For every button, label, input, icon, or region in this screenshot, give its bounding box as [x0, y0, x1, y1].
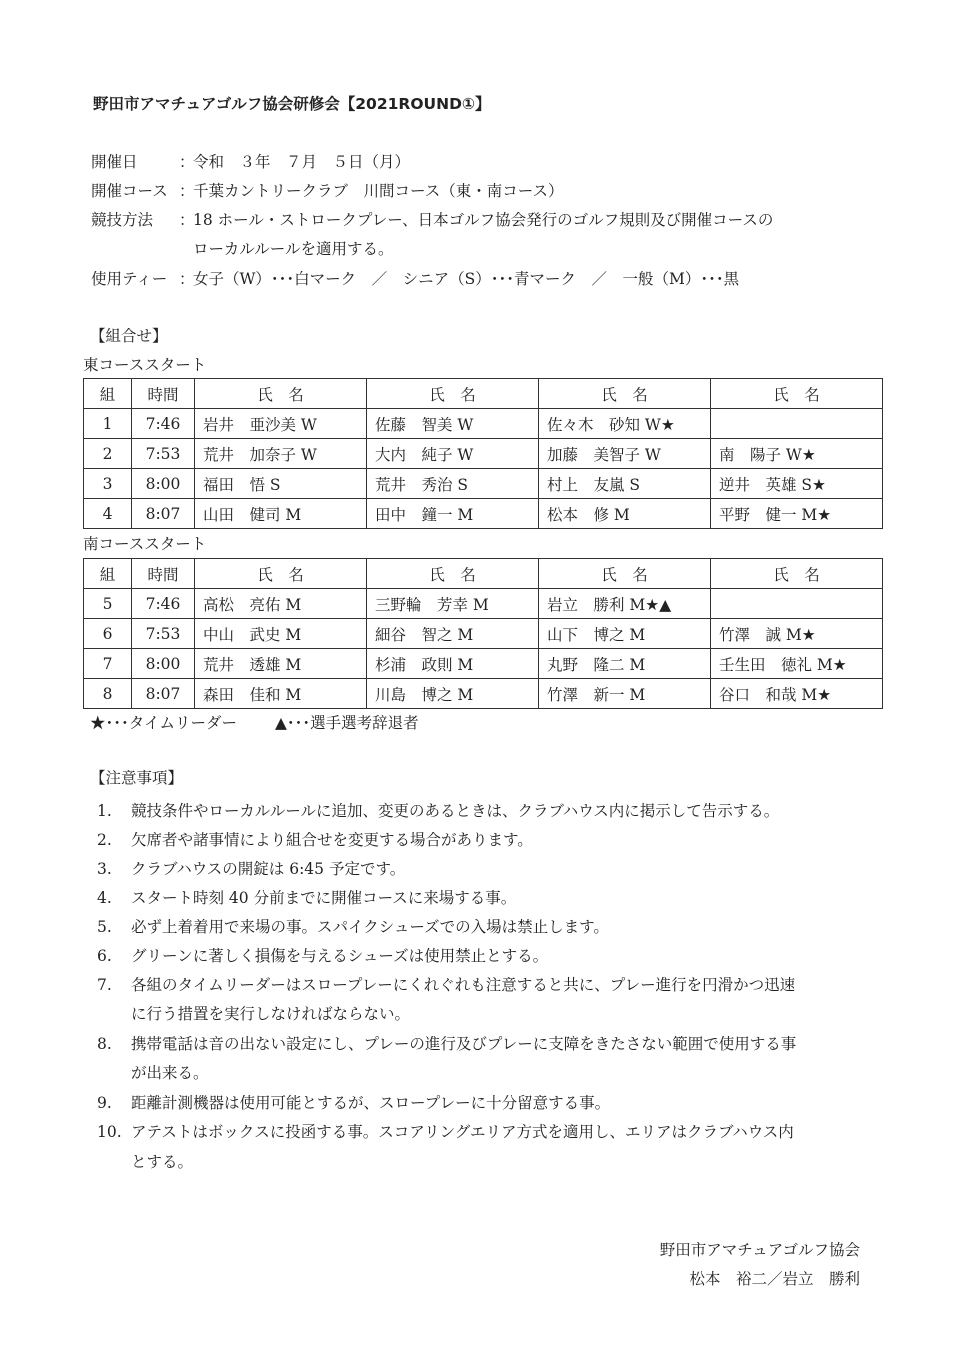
note-text: スタート時刻 40 分前までに開催コースに来場する事。 [131, 889, 517, 907]
player-name: 谷口 和哉 M★ [711, 679, 883, 709]
group-number: 1 [84, 409, 132, 439]
note-item [97, 828, 533, 850]
info-course [91, 179, 563, 201]
note-item [97, 1120, 794, 1142]
player-name: 竹澤 誠 M★ [711, 619, 883, 649]
note-text-continued: に行う措置を実行しなければならない。 [131, 1005, 411, 1023]
player-name: 加藤 美智子 W [539, 439, 711, 469]
east-groups-table [83, 378, 883, 529]
east-course-label: 東コーススタート [83, 356, 207, 374]
note-text-continued: とする。 [131, 1153, 194, 1171]
player-name: 逆井 英雄 S★ [711, 469, 883, 499]
note-number: 10. [97, 1123, 122, 1141]
note-number: 1. [97, 802, 112, 820]
player-name: 大内 純子 W [367, 439, 539, 469]
info-method [91, 208, 773, 230]
tee-label: 使用ティー [91, 270, 168, 288]
note-number: 4. [97, 889, 112, 907]
note-item [97, 973, 795, 995]
header-name: 氏 名 [195, 559, 367, 589]
note-item [97, 1032, 796, 1054]
header-time: 時間 [132, 559, 195, 589]
player-name: 佐藤 智美 W [367, 409, 539, 439]
tee-time: 8:07 [132, 499, 195, 529]
signature-names: 松本 裕二／岩立 勝利 [689, 1270, 860, 1288]
header-group: 組 [84, 379, 132, 409]
header-name: 氏 名 [711, 379, 883, 409]
tee-time: 7:46 [132, 409, 195, 439]
player-name: 岩立 勝利 M★▲ [539, 589, 711, 619]
south-course-label: 南コーススタート [83, 535, 207, 553]
tee-time: 7:46 [132, 589, 195, 619]
colon: ： [179, 270, 195, 288]
note-text: 欠席者や諸事情により組合せを変更する場合があります。 [131, 831, 533, 849]
method-value-2: ローカルルールを適用する。 [193, 240, 394, 258]
table-row [84, 409, 883, 439]
player-name: 杉浦 政則 M [367, 649, 539, 679]
info-tee [91, 267, 739, 289]
tee-time: 7:53 [132, 439, 195, 469]
colon: ： [179, 211, 195, 229]
player-name: 高松 亮佑 M [195, 589, 367, 619]
signature-organization: 野田市アマチュアゴルフ協会 [659, 1241, 860, 1259]
header-name: 氏 名 [539, 559, 711, 589]
groups-heading: 【組合せ】 [90, 327, 168, 345]
note-number: 6. [97, 947, 112, 965]
table-row [84, 649, 883, 679]
note-item [97, 799, 779, 821]
player-name: 田中 鐘一 M [367, 499, 539, 529]
course-label: 開催コース [91, 182, 168, 200]
note-item [97, 886, 516, 908]
group-number: 8 [84, 679, 132, 709]
note-item [97, 857, 405, 879]
note-text: 距離計測機器は使用可能とするが、スロープレーに十分留意する事。 [131, 1094, 611, 1112]
tee-time: 8:00 [132, 469, 195, 499]
tee-time: 8:07 [132, 679, 195, 709]
player-name: 川島 博之 M [367, 679, 539, 709]
tee-time: 7:53 [132, 619, 195, 649]
table-row [84, 439, 883, 469]
note-text: アテストはボックスに投函する事。スコアリングエリア方式を適用し、エリアはクラブハウス内 [131, 1123, 794, 1141]
method-label: 競技方法 [91, 211, 154, 229]
note-text: 必ず上着着用で来場の事。スパイクシューズでの入場は禁止します。 [131, 918, 609, 936]
player-name: 丸野 隆二 M [539, 649, 711, 679]
tee-value: 女子（W）･･･白マーク ／ シニア（S）･･･青マーク ／ 一般（M）･･･黒 [193, 270, 740, 288]
table-row [84, 589, 883, 619]
table-header-row [84, 379, 883, 409]
colon: ： [179, 182, 195, 200]
notes-heading: 【注意事項】 [90, 769, 184, 787]
player-name: 山田 健司 M [195, 499, 367, 529]
header-name: 氏 名 [711, 559, 883, 589]
group-number: 3 [84, 469, 132, 499]
note-item [97, 944, 548, 966]
header-name: 氏 名 [195, 379, 367, 409]
group-number: 7 [84, 649, 132, 679]
player-name: 荒井 透雄 M [195, 649, 367, 679]
note-item [97, 915, 609, 937]
player-name: 岩井 亜沙美 W [195, 409, 367, 439]
group-number: 2 [84, 439, 132, 469]
header-name: 氏 名 [539, 379, 711, 409]
table-header-row [84, 559, 883, 589]
note-text-continued: が出来る。 [131, 1064, 209, 1082]
legend-time-leader: ★･･･タイムリーダー [90, 714, 237, 732]
player-name: 細谷 智之 M [367, 619, 539, 649]
player-name: 山下 博之 M [539, 619, 711, 649]
info-date [91, 150, 410, 172]
table-row [84, 499, 883, 529]
note-number: 2. [97, 831, 112, 849]
note-text: 各組のタイムリーダーはスロープレーにくれぐれも注意すると共に、プレー進行を円滑かつ迅速 [131, 976, 796, 994]
note-number: 8. [97, 1035, 112, 1053]
group-number: 6 [84, 619, 132, 649]
player-name: 森田 佳和 M [195, 679, 367, 709]
note-text: クラブハウスの開錠は 6:45 予定です。 [131, 860, 406, 878]
header-time: 時間 [132, 379, 195, 409]
note-item [97, 1091, 610, 1113]
note-number: 3. [97, 860, 112, 878]
player-name [711, 409, 883, 439]
table-row [84, 469, 883, 499]
player-name: 南 陽子 W★ [711, 439, 883, 469]
document-title: 野田市アマチュアゴルフ協会研修会【2021ROUND①】 [93, 95, 491, 113]
player-name: 荒井 秀治 S [367, 469, 539, 499]
note-text: グリーンに著しく損傷を与えるシューズは使用禁止とする。 [131, 947, 549, 965]
note-number: 5. [97, 918, 112, 936]
group-number: 4 [84, 499, 132, 529]
header-group: 組 [84, 559, 132, 589]
note-text: 携帯電話は音の出ない設定にし、プレーの進行及びプレーに支障をきたさない範囲で使用する事 [131, 1035, 797, 1053]
date-value: 令和 ３年 ７月 ５日（月） [193, 153, 411, 171]
player-name: 村上 友嵐 S [539, 469, 711, 499]
header-name: 氏 名 [367, 559, 539, 589]
player-name: 中山 武史 M [195, 619, 367, 649]
note-text: 競技条件やローカルルールに追加、変更のあるときは、クラブハウス内に掲示して告示する。 [131, 802, 780, 820]
table-row [84, 619, 883, 649]
course-value: 千葉カントリークラブ 川間コース（東・南コース） [193, 182, 564, 200]
header-name: 氏 名 [367, 379, 539, 409]
tee-time: 8:00 [132, 649, 195, 679]
south-groups-table [83, 558, 883, 709]
player-name: 竹澤 新一 M [539, 679, 711, 709]
player-name: 平野 健一 M★ [711, 499, 883, 529]
note-number: 9. [97, 1094, 112, 1112]
player-name: 三野輪 芳幸 M [367, 589, 539, 619]
legend [90, 711, 419, 733]
date-label: 開催日 [91, 153, 138, 171]
note-number: 7. [97, 976, 112, 994]
method-value-1: 18 ホール・ストロークプレー、日本ゴルフ協会発行のゴルフ規則及び開催コースの [193, 211, 774, 229]
player-name [711, 589, 883, 619]
player-name: 荒井 加奈子 W [195, 439, 367, 469]
player-name: 壬生田 徳礼 M★ [711, 649, 883, 679]
group-number: 5 [84, 589, 132, 619]
player-name: 松本 修 M [539, 499, 711, 529]
player-name: 福田 悟 S [195, 469, 367, 499]
legend-withdrawn: ▲･･･選手選考辞退者 [274, 714, 419, 732]
table-row [84, 679, 883, 709]
player-name: 佐々木 砂知 W★ [539, 409, 711, 439]
colon: ： [179, 153, 195, 171]
